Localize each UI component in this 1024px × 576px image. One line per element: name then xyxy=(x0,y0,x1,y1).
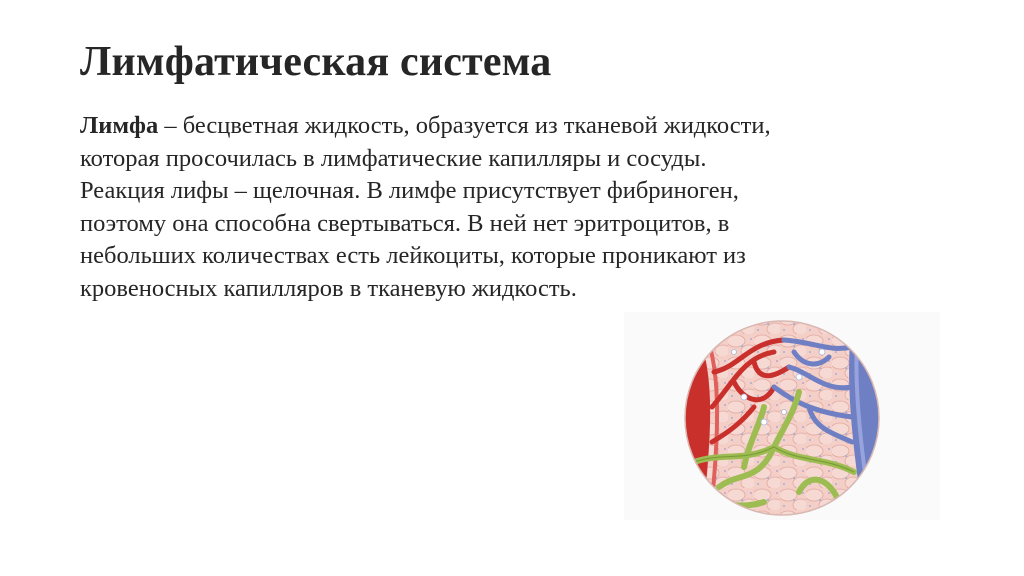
body-paragraph xyxy=(80,110,940,305)
paragraph-line-4: поэтому она способна свертываться. В ней нет эритроцитов, в xyxy=(80,209,730,237)
paragraph-line-6: кровеносных капилляров в тканевую жидкость. xyxy=(80,274,577,302)
term-limfa: Лимфа xyxy=(80,112,159,139)
paragraph-line-3: Реакция лифы – щелочная. В лимфе присутствует фибриноген, xyxy=(80,177,739,204)
lymph-capillary-illustration xyxy=(624,312,940,520)
capillary-network-image xyxy=(624,312,940,520)
paragraph-line-1 xyxy=(80,110,940,143)
paragraph-line-2: которая просочилась в лимфатические капилляры и сосуды. xyxy=(80,144,707,172)
line-text: – бесцветная жидкость, образуется из тканевой жидкости, xyxy=(158,112,771,139)
paragraph-line-5: небольших количествах есть лейкоциты, которые проникают из xyxy=(80,242,746,269)
slide-title: Лимфатическая система xyxy=(80,39,552,85)
